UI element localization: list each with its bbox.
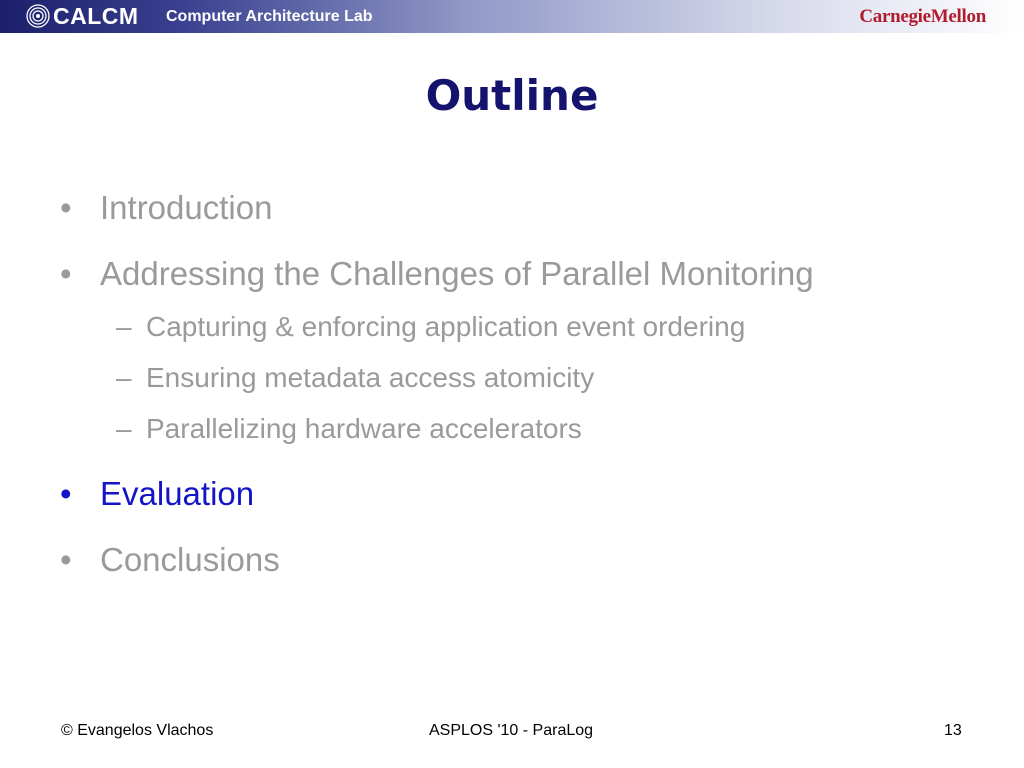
bullet-icon: • [60,475,72,512]
outline-item-conclusions [60,540,280,580]
outline-subitem-event-ordering [116,310,745,344]
dash-icon: – [116,311,132,342]
bullet-icon: • [60,541,72,578]
outline-item-label: Evaluation [100,475,255,512]
outline-item-challenges [60,254,814,294]
dash-icon: – [116,362,132,393]
calcm-logo: CALCM [53,3,139,29]
university-logo: CarnegieMellon [859,6,986,27]
outline-item-label: Introduction [100,189,273,226]
footer-venue: ASPLOS '10 - ParaLog [429,722,594,739]
slide-title: Outline [425,71,599,120]
outline-item-label: Addressing the Challenges of Parallel Monitoring [100,255,814,292]
outline-subitem-label: Parallelizing hardware accelerators [146,413,582,444]
footer-author: © Evangelos Vlachos [61,722,214,739]
outline-subitem-atomicity [116,361,594,395]
dash-icon: – [116,413,132,444]
header-bar [0,0,1024,33]
lab-name: Computer Architecture Lab [166,8,373,25]
outline-item-introduction [60,188,272,228]
outline-subitem-label: Capturing & enforcing application event ordering [146,311,746,342]
footer-page-number: 13 [944,722,962,739]
outline-subitem-label: Ensuring metadata access atomicity [146,362,595,393]
outline-item-label: Conclusions [100,541,280,578]
outline-item-evaluation [60,474,254,514]
bullet-icon: • [60,255,72,292]
outline-subitem-accelerators [116,412,582,446]
concentric-circles-icon [26,4,50,28]
bullet-icon: • [60,189,72,226]
